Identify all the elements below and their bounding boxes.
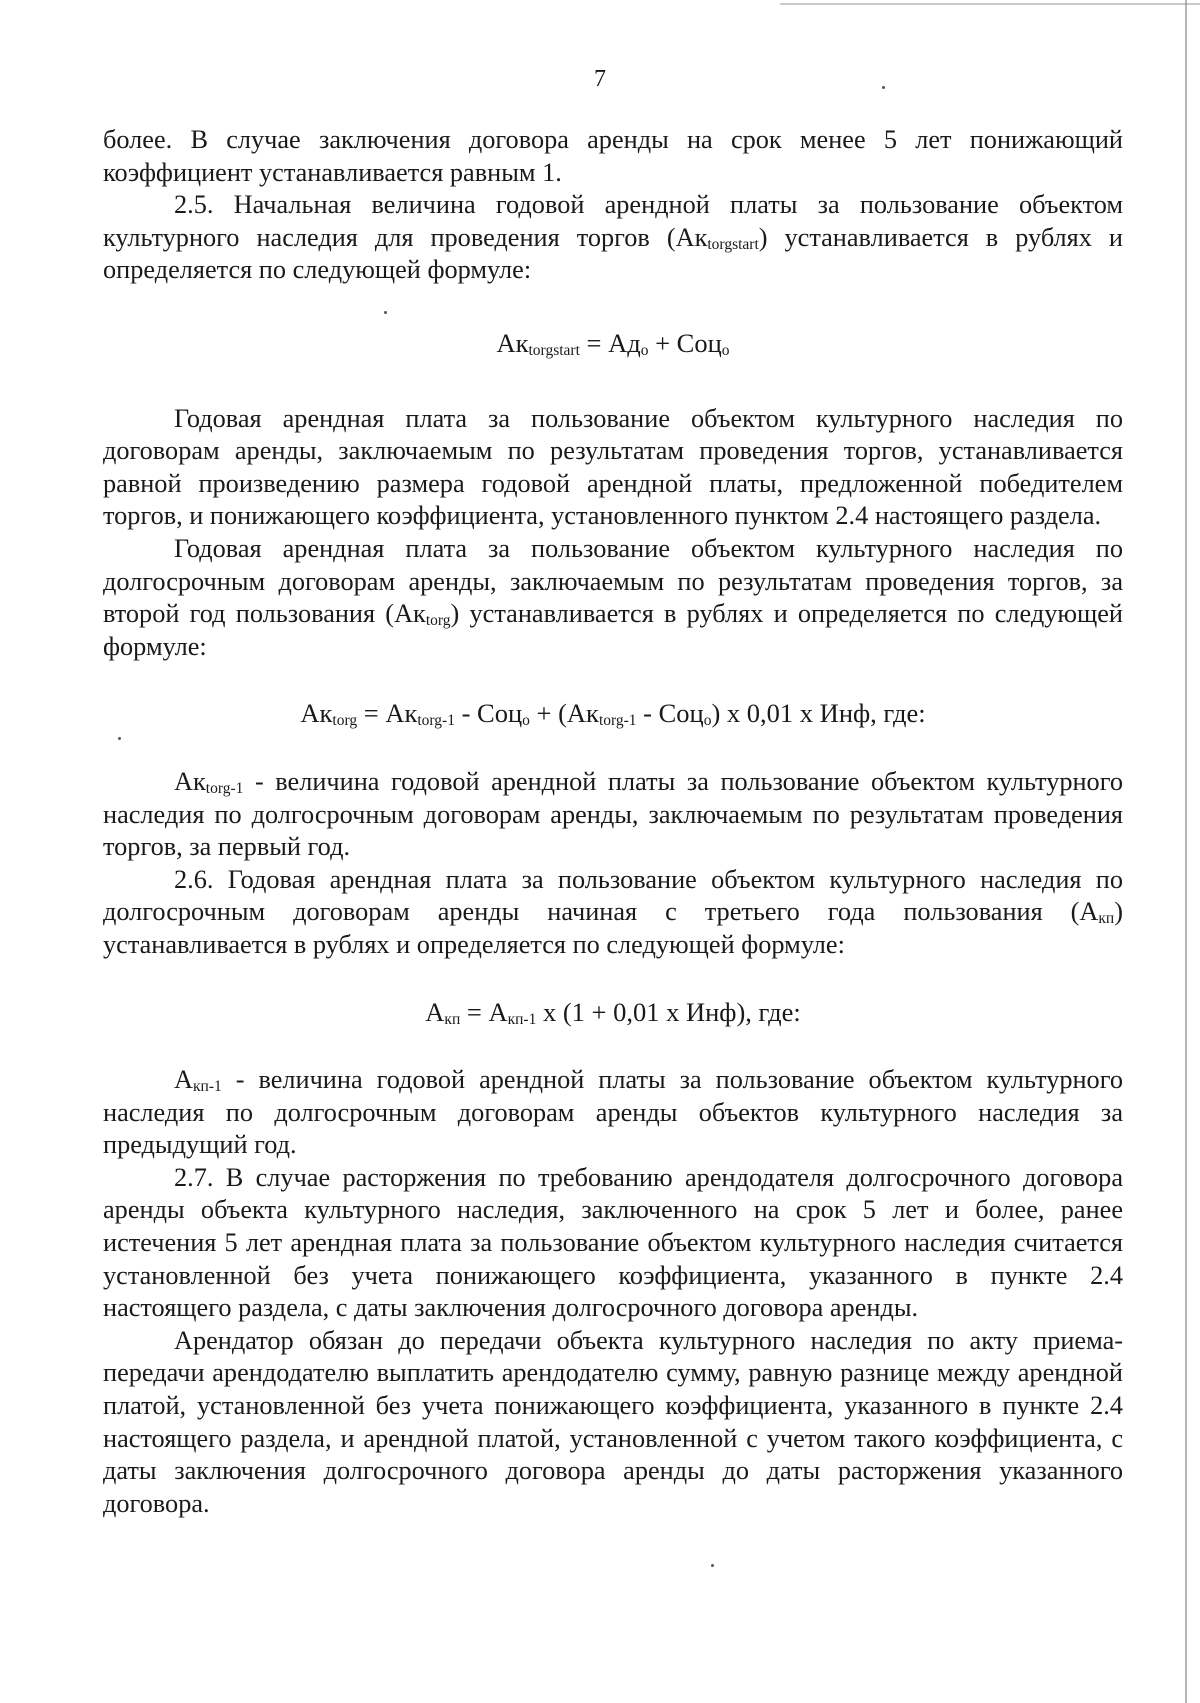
document-body <box>103 124 1123 1520</box>
definition-ak-torg-1: $Ак_{torg-1}$ - величина годовой арендной платы за пользование объектом культурного наследия по долгосрочным договорам аренды, заключаемым по результатам проведения торгов, за первый год. <box>103 766 1123 862</box>
formula-second-year: $Ак_{torg} = Ак_{torg-1} - Соц_о + (Ак_{torg-1} - Соц_о)$ х 0,01 х Инф, где: <box>300 698 926 730</box>
formula-initial-rent: $Ак_{torgstart} = Ад_о + Соц_о$ <box>496 327 730 359</box>
scan-speck <box>711 1564 714 1567</box>
paragraph-2-7: 2.7. В случае расторжения по требованию арендодателя долгосрочного договора аренды объекта культурного наследия, заключенного на срок 5 лет и более, ранее истечения 5 лет арендная плата за пользование объектом культурного наследия считается установленной без учета понижающего коэффициента, указанного в пункте 2.4 настоящего раздела, с даты заключения долгосрочного договора аренды. <box>103 1162 1123 1323</box>
paragraph-annual-rent: Годовая арендная плата за пользование объектом культурного наследия по договорам аренды, заключаемым по результатам проведения торгов, устанавливается равной произведению размера годовой арендной платы, предложенной победителем торгов, и понижающего коэффициента, установленного пунктом 2.4 настоящего раздела. <box>103 403 1123 531</box>
paragraph-2-5: 2.5. Начальная величина годовой арендной платы за пользование объектом культурного наследия для проведения торгов $(Ак_{torgstart})$ устанавливается в рублях и определяется по следующей формуле: <box>103 190 1123 285</box>
page-number: 7 <box>594 66 606 92</box>
paragraph-tenant-obligation: Арендатор обязан до передачи объекта культурного наследия по акту приема-передачи арендодателю выплатить арендодателю сумму, равную разнице между арендной платой, установленной без учета понижающего коэффициента, указанного в пункте 2.4 настоящего раздела, и арендной платой, установленной с учетом такого коэффициента, с даты заключения долгосрочного договора аренды до даты расторжения указанного договора. <box>103 1325 1123 1518</box>
scan-top-line <box>780 3 1200 5</box>
definition-akp-1: $А_{кп-1}$ - величина годовой арендной платы за пользование объектом культурного наследия по долгосрочным договорам аренды объектов культурного наследия за предыдущий год. <box>103 1065 1123 1160</box>
formula-third-year: $А_{кп} = А_{кп-1}$ х (1 + 0,01 х Инф), где: <box>425 997 801 1029</box>
paragraph-continuation: более. В случае заключения договора аренды на срок менее 5 лет понижающий коэффициент устанавливается равным 1. <box>103 125 1123 187</box>
paragraph-second-year: Годовая арендная плата за пользование объектом культурного наследия по долгосрочным договорам аренды, заключаемым по результатам проведения торгов, за второй год пользования $(Ак_{torg})$ устанавливается в рублях и определяется по следующей формуле: <box>103 533 1123 661</box>
paragraph-2-6: 2.6. Годовая арендная плата за пользование объектом культурного наследия по долгосрочным договорам аренды начиная с третьего года пользования $(А_{кп})$ устанавливается в рублях и определяется по следующей формуле: <box>103 864 1123 959</box>
scan-edge-line <box>1185 0 1187 1703</box>
